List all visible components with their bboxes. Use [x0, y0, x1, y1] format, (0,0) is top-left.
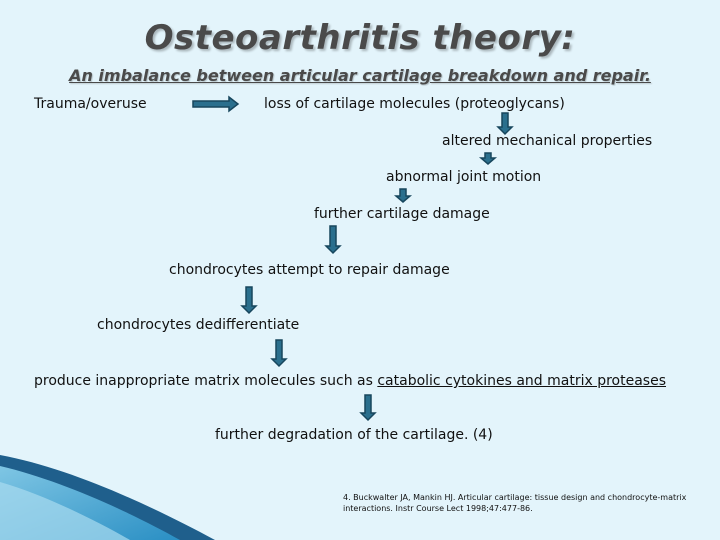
- page-subtitle: An imbalance between articular cartilage breakdown and repair.: [69, 66, 651, 85]
- step-altered-mechanical: altered mechanical properties: [442, 133, 653, 149]
- step-chondrocytes-attempt-repair: chondrocytes attempt to repair damage: [169, 262, 450, 278]
- arrow-down-2: [481, 153, 495, 164]
- step-abnormal-joint-motion: abnormal joint motion: [386, 169, 542, 185]
- corner-swoosh: [0, 455, 215, 540]
- step-loss-of-cartilage: loss of cartilage molecules (proteoglycans): [264, 96, 565, 112]
- step-further-degradation: further degradation of the cartilage. (4): [215, 427, 493, 443]
- arrow-down-6: [272, 340, 286, 366]
- page-title: Osteoarthritis theory:: [144, 18, 576, 58]
- arrow-down-1: [498, 113, 512, 134]
- arrow-down-3: [396, 189, 410, 202]
- reference-citation: 4. Buckwalter JA, Mankin HJ. Articular cartilage: tissue design and chondrocyte-matrix interactions. Instr Course Lect 1998;47:477-86.: [343, 493, 687, 513]
- arrow-trauma-to-loss: [193, 97, 238, 111]
- arrow-down-7: [361, 395, 375, 420]
- arrow-down-4: [326, 226, 340, 253]
- step-produce-matrix-molecules: [34, 372, 666, 390]
- step-chondrocytes-dedifferentiate: chondrocytes dedifferentiate: [97, 317, 300, 333]
- step-produce-prefix: produce inappropriate matrix molecules such as: [34, 373, 373, 389]
- step-produce-underlined: catabolic cytokines and matrix proteases: [377, 373, 666, 389]
- step-further-cartilage-damage: further cartilage damage: [314, 206, 490, 222]
- step-trauma: Trauma/overuse: [34, 96, 147, 112]
- arrow-down-5: [242, 287, 256, 313]
